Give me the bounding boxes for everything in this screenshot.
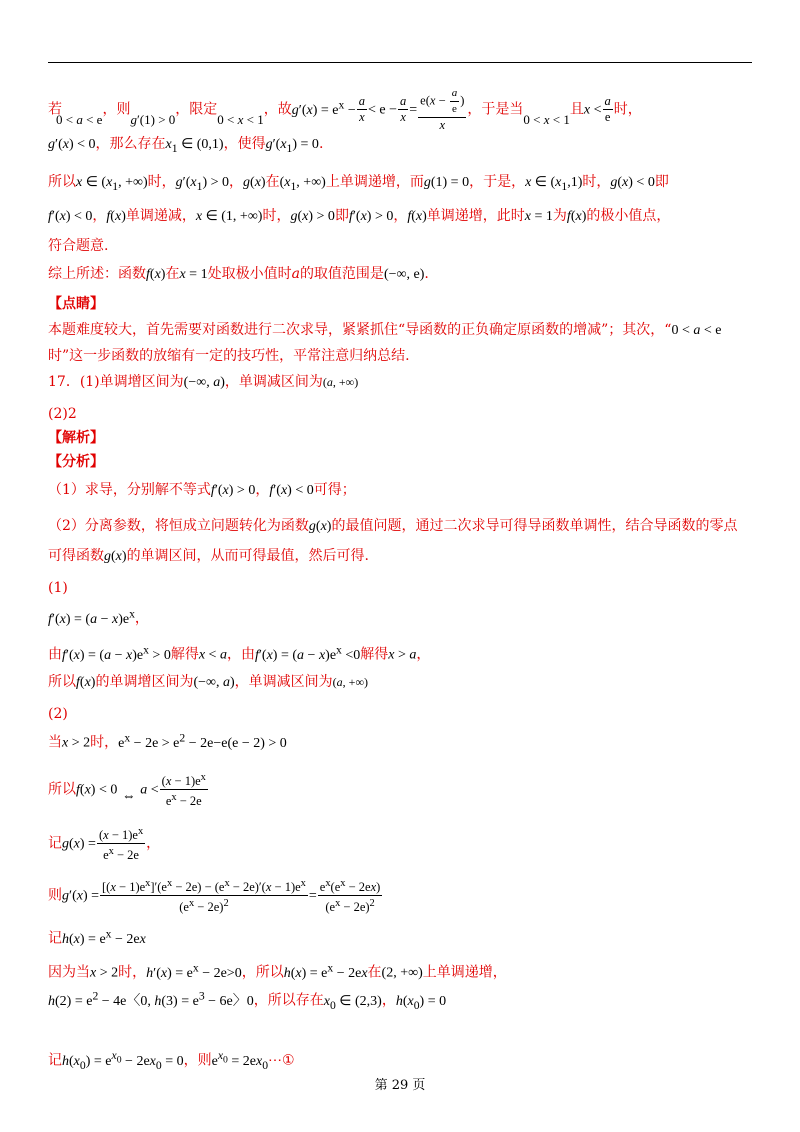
text-line-19: 由$f'(x) = (a - x)e^x > 0$解得x < a，由$f'(x) = (a - x)e^x <0$解得x > a， [48, 643, 431, 663]
text-line-17: (1) [48, 580, 68, 596]
text-line-3: 所以x ∈ ($x_1$, +∞)时，$g'(x_1) > 0$，g(x)在($x_1$, +∞)上单调递增，而g(1) = 0，于是，x ∈ $(x_1,1)$时，g(x) < 0即 [48, 174, 669, 193]
text-line-23: 所以f(x) < 0 ⇔ a < $\frac{(x - 1)e^x}{e^x - 2e}$ [48, 772, 206, 809]
text-line-22: 当x > 2时，$e^x - 2e > e^2 - 2e-e(e - 2) > 0$ [48, 731, 287, 751]
text-line-18: $f'(x) = (a - x)e^x$， [48, 607, 149, 627]
text-line-29: 记$h(x_0) = e^{x_0} - 2ex_0 = 0$，则$e^{x_0}$ = $2ex_0\cdots ①$ [48, 1049, 295, 1072]
text-line-6: 综上所述：函数f(x)在x = 1处取极小值时a的取值范围是(−∞, e). [48, 266, 429, 282]
text-line-4: f′(x) < 0，f(x)单调递减，x ∈ (1, +∞)时，g(x) > 0即f′(x) > 0，f(x)单调递增，此时x = 1为f(x)的极小值点， [48, 208, 671, 224]
page-number: 第 29 页 [374, 1078, 426, 1093]
text-line-26: 记$h(x) = e^x - 2ex$ [48, 927, 146, 947]
header-rule [48, 62, 752, 63]
text-line-11: (2)2 [48, 406, 77, 422]
section-jiexi: 【解析】 [48, 430, 104, 446]
text-line-9: 时”这一步函数的放缩有一定的技巧性，平常注意归纳总结. [48, 348, 410, 364]
text-line-27: 因为当x > 2时，$h'(x) = e^x - 2e>0$，所以$h(x) = e^x - 2ex$在(2, +∞)上单调递增， [48, 961, 507, 981]
text-line-10: 17．(1)单调增区间为(−∞, a)，单调减区间为(a, +∞) [48, 374, 359, 390]
text-line-21: (2) [48, 706, 68, 722]
text-line-24: 记g(x) = $\frac{(x - 1)e^x}{e^x - 2e}$ ， [48, 826, 161, 863]
text-line-16: 可得函数g(x)的单调区间，从而可得最值，然后可得. [48, 548, 370, 564]
text-line-20: 所以f(x)的单调增区间为(−∞, a)，单调减区间为(a, +∞) [48, 674, 368, 690]
text-line-15: （2）分离参数，将恒成立问题转化为函数g(x)的最值问题，通过二次求导可得导函数单调性，结合导函数的零点 [48, 518, 738, 534]
text-line-25: 则g′(x) = $\frac{[(x - 1)e^x]'(e^x - 2e) - (e^x - 2e)'(x - 1)e^x}{(e^x - 2e)^2}$ = $\frac{e^x(e^x - 2ex)}{(e^x - 2e)^2}$ [48, 878, 381, 915]
section-dianjing: 【点睛】 [48, 296, 104, 312]
section-fenxi: 【分析】 [48, 454, 104, 470]
text-line-5: 符合题意. [48, 238, 109, 254]
text-line-2: g′(x) < 0，那么存在$x_1$ ∈ (0,1)，使得$g'(x_1) = 0$. [48, 136, 324, 155]
text-line-8: 本题难度较大，首先需要对函数进行二次求导，紧紧抓住“导函数的正负确定原函数的增减”；其次，“0 < a < e [48, 322, 722, 338]
text-line-28: $h(2) = e^2 - 4e$〈0, $h(3) = e^3 - 6e$〉0，所以存在$x_0$ ∈ (2,3)，$h(x_0) = 0$ [48, 989, 447, 1012]
text-line-14: （1）求导，分别解不等式f′(x) > 0，f′(x) < 0可得； [48, 482, 356, 498]
text-line-1: 若0 < a < e，则g′(1) > 0，限定0 < x < 1，故$g'(x) = e^x$ − $\frac{a}{x}$ < e − $\frac{a}{x}$ = e(x − $\frac{a}{e}$ ) x ，于是当0 < x < 1且x < $\frac{a}{e}$ 时， [48, 87, 642, 132]
